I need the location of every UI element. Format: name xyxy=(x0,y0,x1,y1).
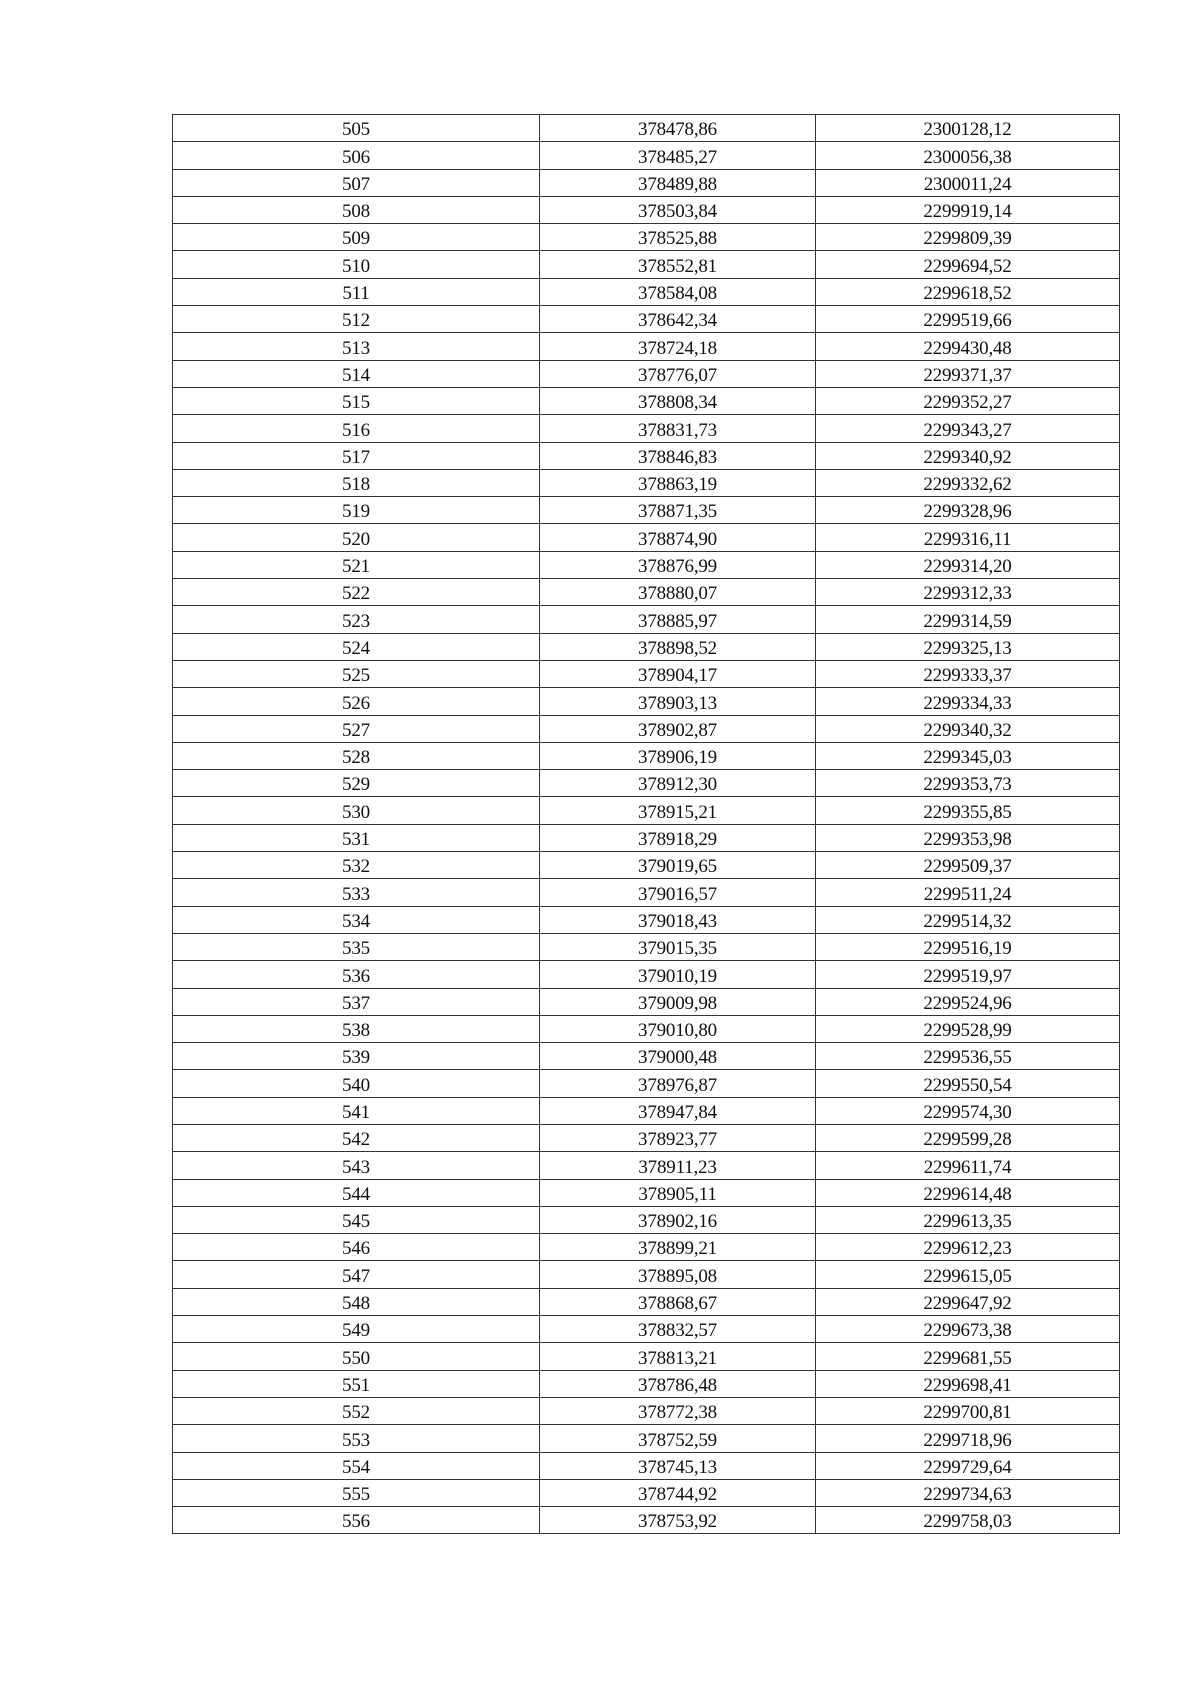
table-row xyxy=(173,1070,1120,1097)
y-coordinate-cell: 2300128,12 xyxy=(816,115,1120,142)
y-coordinate-cell: 2299519,97 xyxy=(816,961,1120,988)
x-coordinate-cell: 378905,11 xyxy=(540,1179,816,1206)
y-coordinate-cell: 2299345,03 xyxy=(816,742,1120,769)
point-number-cell: 555 xyxy=(173,1479,540,1506)
point-number-cell: 544 xyxy=(173,1179,540,1206)
point-number-cell: 510 xyxy=(173,251,540,278)
y-coordinate-cell: 2299340,32 xyxy=(816,715,1120,742)
table-row xyxy=(173,169,1120,196)
x-coordinate-cell: 379010,19 xyxy=(540,961,816,988)
point-number-cell: 536 xyxy=(173,961,540,988)
table-row xyxy=(173,442,1120,469)
table-row xyxy=(173,770,1120,797)
point-number-cell: 547 xyxy=(173,1261,540,1288)
y-coordinate-cell: 2299332,62 xyxy=(816,469,1120,496)
point-number-cell: 543 xyxy=(173,1152,540,1179)
table-row xyxy=(173,142,1120,169)
x-coordinate-cell: 378552,81 xyxy=(540,251,816,278)
y-coordinate-cell: 2299734,63 xyxy=(816,1479,1120,1506)
table-row xyxy=(173,824,1120,851)
x-coordinate-cell: 378976,87 xyxy=(540,1070,816,1097)
table-row xyxy=(173,196,1120,223)
x-coordinate-cell: 379016,57 xyxy=(540,879,816,906)
x-coordinate-cell: 378876,99 xyxy=(540,551,816,578)
y-coordinate-cell: 2299514,32 xyxy=(816,906,1120,933)
y-coordinate-cell: 2299615,05 xyxy=(816,1261,1120,1288)
y-coordinate-cell: 2299325,13 xyxy=(816,633,1120,660)
y-coordinate-cell: 2299312,33 xyxy=(816,579,1120,606)
point-number-cell: 524 xyxy=(173,633,540,660)
point-number-cell: 506 xyxy=(173,142,540,169)
point-number-cell: 537 xyxy=(173,988,540,1015)
point-number-cell: 533 xyxy=(173,879,540,906)
point-number-cell: 526 xyxy=(173,688,540,715)
x-coordinate-cell: 378911,23 xyxy=(540,1152,816,1179)
x-coordinate-cell: 378902,16 xyxy=(540,1206,816,1233)
x-coordinate-cell: 378863,19 xyxy=(540,469,816,496)
point-number-cell: 553 xyxy=(173,1425,540,1452)
x-coordinate-cell: 378923,77 xyxy=(540,1124,816,1151)
x-coordinate-cell: 378906,19 xyxy=(540,742,816,769)
coordinates-table-body xyxy=(173,115,1120,1534)
y-coordinate-cell: 2299647,92 xyxy=(816,1288,1120,1315)
x-coordinate-cell: 378898,52 xyxy=(540,633,816,660)
point-number-cell: 550 xyxy=(173,1343,540,1370)
x-coordinate-cell: 378503,84 xyxy=(540,196,816,223)
x-coordinate-cell: 378584,08 xyxy=(540,278,816,305)
table-row xyxy=(173,224,1120,251)
table-row xyxy=(173,1316,1120,1343)
x-coordinate-cell: 378786,48 xyxy=(540,1370,816,1397)
point-number-cell: 532 xyxy=(173,852,540,879)
point-number-cell: 516 xyxy=(173,415,540,442)
x-coordinate-cell: 378902,87 xyxy=(540,715,816,742)
point-number-cell: 531 xyxy=(173,824,540,851)
table-row xyxy=(173,906,1120,933)
point-number-cell: 552 xyxy=(173,1397,540,1424)
table-row xyxy=(173,852,1120,879)
point-number-cell: 538 xyxy=(173,1015,540,1042)
table-row xyxy=(173,879,1120,906)
x-coordinate-cell: 378885,97 xyxy=(540,606,816,633)
x-coordinate-cell: 378724,18 xyxy=(540,333,816,360)
x-coordinate-cell: 378947,84 xyxy=(540,1097,816,1124)
x-coordinate-cell: 379010,80 xyxy=(540,1015,816,1042)
table-row xyxy=(173,1179,1120,1206)
point-number-cell: 535 xyxy=(173,933,540,960)
x-coordinate-cell: 378912,30 xyxy=(540,770,816,797)
x-coordinate-cell: 378880,07 xyxy=(540,579,816,606)
point-number-cell: 511 xyxy=(173,278,540,305)
y-coordinate-cell: 2299371,37 xyxy=(816,360,1120,387)
y-coordinate-cell: 2299729,64 xyxy=(816,1452,1120,1479)
y-coordinate-cell: 2299611,74 xyxy=(816,1152,1120,1179)
x-coordinate-cell: 378642,34 xyxy=(540,306,816,333)
x-coordinate-cell: 378903,13 xyxy=(540,688,816,715)
table-row xyxy=(173,742,1120,769)
y-coordinate-cell: 2299353,73 xyxy=(816,770,1120,797)
y-coordinate-cell: 2299328,96 xyxy=(816,497,1120,524)
y-coordinate-cell: 2299343,27 xyxy=(816,415,1120,442)
point-number-cell: 514 xyxy=(173,360,540,387)
y-coordinate-cell: 2299718,96 xyxy=(816,1425,1120,1452)
y-coordinate-cell: 2299333,37 xyxy=(816,660,1120,687)
table-row xyxy=(173,1043,1120,1070)
y-coordinate-cell: 2299340,92 xyxy=(816,442,1120,469)
x-coordinate-cell: 378904,17 xyxy=(540,660,816,687)
y-coordinate-cell: 2299599,28 xyxy=(816,1124,1120,1151)
y-coordinate-cell: 2299613,35 xyxy=(816,1206,1120,1233)
table-row xyxy=(173,579,1120,606)
table-row xyxy=(173,961,1120,988)
point-number-cell: 523 xyxy=(173,606,540,633)
x-coordinate-cell: 378752,59 xyxy=(540,1425,816,1452)
y-coordinate-cell: 2299681,55 xyxy=(816,1343,1120,1370)
table-row xyxy=(173,715,1120,742)
x-coordinate-cell: 378871,35 xyxy=(540,497,816,524)
point-number-cell: 517 xyxy=(173,442,540,469)
point-number-cell: 546 xyxy=(173,1234,540,1261)
y-coordinate-cell: 2299618,52 xyxy=(816,278,1120,305)
y-coordinate-cell: 2299314,59 xyxy=(816,606,1120,633)
y-coordinate-cell: 2299673,38 xyxy=(816,1316,1120,1343)
point-number-cell: 549 xyxy=(173,1316,540,1343)
point-number-cell: 530 xyxy=(173,797,540,824)
point-number-cell: 529 xyxy=(173,770,540,797)
x-coordinate-cell: 378874,90 xyxy=(540,524,816,551)
x-coordinate-cell: 378485,27 xyxy=(540,142,816,169)
y-coordinate-cell: 2299314,20 xyxy=(816,551,1120,578)
point-number-cell: 505 xyxy=(173,115,540,142)
point-number-cell: 528 xyxy=(173,742,540,769)
x-coordinate-cell: 378918,29 xyxy=(540,824,816,851)
x-coordinate-cell: 378489,88 xyxy=(540,169,816,196)
x-coordinate-cell: 378813,21 xyxy=(540,1343,816,1370)
y-coordinate-cell: 2299528,99 xyxy=(816,1015,1120,1042)
point-number-cell: 527 xyxy=(173,715,540,742)
point-number-cell: 515 xyxy=(173,387,540,414)
table-row xyxy=(173,988,1120,1015)
point-number-cell: 513 xyxy=(173,333,540,360)
table-row xyxy=(173,524,1120,551)
x-coordinate-cell: 378868,67 xyxy=(540,1288,816,1315)
point-number-cell: 541 xyxy=(173,1097,540,1124)
point-number-cell: 556 xyxy=(173,1507,540,1534)
table-row xyxy=(173,115,1120,142)
point-number-cell: 525 xyxy=(173,660,540,687)
y-coordinate-cell: 2299316,11 xyxy=(816,524,1120,551)
x-coordinate-cell: 378846,83 xyxy=(540,442,816,469)
table-row xyxy=(173,1206,1120,1233)
x-coordinate-cell: 379009,98 xyxy=(540,988,816,1015)
table-row xyxy=(173,1397,1120,1424)
table-row xyxy=(173,551,1120,578)
table-row xyxy=(173,497,1120,524)
point-number-cell: 540 xyxy=(173,1070,540,1097)
table-row xyxy=(173,469,1120,496)
table-row xyxy=(173,360,1120,387)
table-row xyxy=(173,1479,1120,1506)
y-coordinate-cell: 2299574,30 xyxy=(816,1097,1120,1124)
x-coordinate-cell: 378772,38 xyxy=(540,1397,816,1424)
y-coordinate-cell: 2299509,37 xyxy=(816,852,1120,879)
table-row xyxy=(173,1261,1120,1288)
x-coordinate-cell: 379015,35 xyxy=(540,933,816,960)
table-row xyxy=(173,1452,1120,1479)
table-row xyxy=(173,797,1120,824)
table-row xyxy=(173,1507,1120,1534)
point-number-cell: 521 xyxy=(173,551,540,578)
y-coordinate-cell: 2299353,98 xyxy=(816,824,1120,851)
x-coordinate-cell: 378915,21 xyxy=(540,797,816,824)
table-row xyxy=(173,333,1120,360)
y-coordinate-cell: 2300056,38 xyxy=(816,142,1120,169)
table-row xyxy=(173,1015,1120,1042)
table-row xyxy=(173,660,1120,687)
table-row xyxy=(173,1097,1120,1124)
table-row xyxy=(173,251,1120,278)
y-coordinate-cell: 2299430,48 xyxy=(816,333,1120,360)
table-row xyxy=(173,1124,1120,1151)
x-coordinate-cell: 379000,48 xyxy=(540,1043,816,1070)
point-number-cell: 534 xyxy=(173,906,540,933)
point-number-cell: 518 xyxy=(173,469,540,496)
x-coordinate-cell: 378899,21 xyxy=(540,1234,816,1261)
x-coordinate-cell: 378525,88 xyxy=(540,224,816,251)
y-coordinate-cell: 2299524,96 xyxy=(816,988,1120,1015)
y-coordinate-cell: 2299700,81 xyxy=(816,1397,1120,1424)
y-coordinate-cell: 2299516,19 xyxy=(816,933,1120,960)
y-coordinate-cell: 2299536,55 xyxy=(816,1043,1120,1070)
x-coordinate-cell: 378895,08 xyxy=(540,1261,816,1288)
table-row xyxy=(173,633,1120,660)
x-coordinate-cell: 379018,43 xyxy=(540,906,816,933)
y-coordinate-cell: 2299614,48 xyxy=(816,1179,1120,1206)
y-coordinate-cell: 2299758,03 xyxy=(816,1507,1120,1534)
point-number-cell: 548 xyxy=(173,1288,540,1315)
y-coordinate-cell: 2299352,27 xyxy=(816,387,1120,414)
x-coordinate-cell: 378832,57 xyxy=(540,1316,816,1343)
point-number-cell: 512 xyxy=(173,306,540,333)
y-coordinate-cell: 2299919,14 xyxy=(816,196,1120,223)
table-row xyxy=(173,387,1120,414)
y-coordinate-cell: 2299355,85 xyxy=(816,797,1120,824)
table-row xyxy=(173,1288,1120,1315)
y-coordinate-cell: 2299612,23 xyxy=(816,1234,1120,1261)
x-coordinate-cell: 379019,65 xyxy=(540,852,816,879)
x-coordinate-cell: 378776,07 xyxy=(540,360,816,387)
table-row xyxy=(173,1152,1120,1179)
y-coordinate-cell: 2299334,33 xyxy=(816,688,1120,715)
x-coordinate-cell: 378744,92 xyxy=(540,1479,816,1506)
table-row xyxy=(173,306,1120,333)
point-number-cell: 519 xyxy=(173,497,540,524)
table-row xyxy=(173,606,1120,633)
table-row xyxy=(173,933,1120,960)
y-coordinate-cell: 2299519,66 xyxy=(816,306,1120,333)
point-number-cell: 542 xyxy=(173,1124,540,1151)
y-coordinate-cell: 2299550,54 xyxy=(816,1070,1120,1097)
point-number-cell: 539 xyxy=(173,1043,540,1070)
y-coordinate-cell: 2299511,24 xyxy=(816,879,1120,906)
x-coordinate-cell: 378753,92 xyxy=(540,1507,816,1534)
point-number-cell: 554 xyxy=(173,1452,540,1479)
point-number-cell: 509 xyxy=(173,224,540,251)
y-coordinate-cell: 2299698,41 xyxy=(816,1370,1120,1397)
coordinates-table xyxy=(172,114,1120,1534)
table-row xyxy=(173,688,1120,715)
table-row xyxy=(173,415,1120,442)
table-row xyxy=(173,278,1120,305)
point-number-cell: 508 xyxy=(173,196,540,223)
y-coordinate-cell: 2299694,52 xyxy=(816,251,1120,278)
table-row xyxy=(173,1370,1120,1397)
x-coordinate-cell: 378478,86 xyxy=(540,115,816,142)
x-coordinate-cell: 378745,13 xyxy=(540,1452,816,1479)
table-row xyxy=(173,1234,1120,1261)
table-row xyxy=(173,1425,1120,1452)
y-coordinate-cell: 2299809,39 xyxy=(816,224,1120,251)
point-number-cell: 551 xyxy=(173,1370,540,1397)
point-number-cell: 520 xyxy=(173,524,540,551)
point-number-cell: 507 xyxy=(173,169,540,196)
x-coordinate-cell: 378808,34 xyxy=(540,387,816,414)
point-number-cell: 545 xyxy=(173,1206,540,1233)
table-row xyxy=(173,1343,1120,1370)
y-coordinate-cell: 2300011,24 xyxy=(816,169,1120,196)
point-number-cell: 522 xyxy=(173,579,540,606)
x-coordinate-cell: 378831,73 xyxy=(540,415,816,442)
